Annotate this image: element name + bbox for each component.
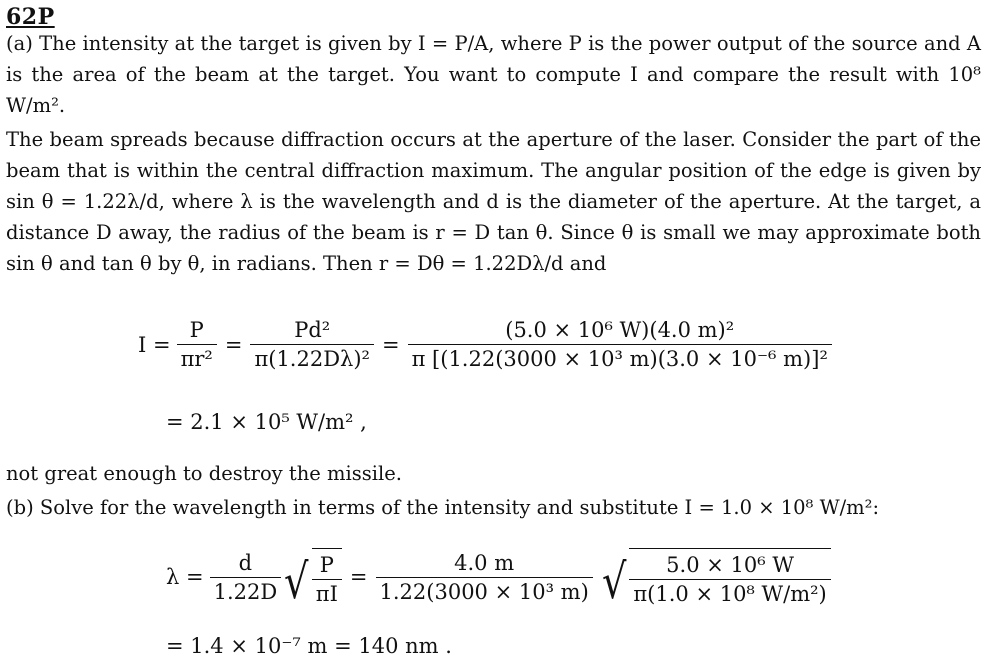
eq1-f1-num: P: [177, 318, 217, 345]
sqrt-icon: √: [284, 554, 309, 610]
part-a-intro: [6, 28, 981, 121]
eq2-s1-den: πI: [315, 582, 338, 606]
part-b-intro: [6, 492, 981, 523]
intensity-result: = 2.1 × 10⁵ W/m² ,: [166, 410, 367, 434]
part-b-label: (b): [6, 496, 34, 519]
eq2-f2-num: 4.0 m: [376, 551, 593, 578]
eq2-lhs: λ =: [166, 565, 204, 589]
eq2-fraction-1: [210, 551, 282, 604]
eq1-f1-den: πr²: [180, 347, 213, 371]
eq2-equals: =: [349, 565, 368, 589]
part-a-diffraction-text: The beam spreads because diffraction occurs at the aperture of the laser. Consider the part of the beam that is within the central diffraction maximum. The angular position of the edge is given by sin θ = 1.22λ/d, where λ is the wavelength and d is the diameter of the aperture. At the target, a distance D away, the radius of the beam is r = D tan θ. Since θ is small we may approximate both sin θ and tan θ by θ, in radians. Then r = Dθ = 1.22Dλ/d and: [6, 128, 981, 275]
part-a-conclusion: not great enough to destroy the missile.: [6, 462, 402, 485]
eq2-f2-den: 1.22(3000 × 10³ m): [379, 579, 589, 604]
eq1-fraction-1: [177, 318, 217, 371]
eq1-lhs: I =: [138, 332, 171, 357]
wavelength-equation: [166, 548, 831, 610]
eq2-sqrt-1: [281, 548, 342, 610]
eq2-sqrt2-fraction: [629, 553, 830, 606]
eq1-f3-den: π [(1.22(3000 × 10³ m)(3.0 × 10⁻⁶ m)]²: [411, 347, 828, 371]
eq1-f3-num: (5.0 × 10⁶ W)(4.0 m)²: [408, 318, 832, 345]
eq1-equals-1: =: [224, 332, 243, 357]
problem-heading: 62P: [6, 4, 55, 30]
eq1-f2-num: Pd²: [250, 318, 374, 345]
eq1-f2-den: π(1.22Dλ)²: [254, 347, 370, 371]
intensity-equation: [138, 318, 832, 371]
part-a-intro-text: The intensity at the target is given by I = P/A, where P is the power output of the source and A is the area of the beam at the target. You want to compute I and compare the result with 10⁸ W/m².: [6, 32, 981, 117]
eq1-equals-2: =: [381, 332, 400, 357]
eq1-fraction-3: [408, 318, 832, 371]
part-b-text: Solve for the wavelength in terms of the intensity and substitute I = 1.0 × 10⁸ W/m²:: [39, 496, 880, 519]
eq2-f1-den: 1.22D: [213, 579, 278, 604]
solution-page: [6, 2, 981, 667]
eq2-sqrt1-fraction: [312, 553, 342, 606]
eq2-s1-num: P: [312, 553, 342, 580]
eq2-s2-num: 5.0 × 10⁶ W: [629, 553, 830, 580]
eq2-f1-num: d: [210, 551, 282, 578]
eq2-fraction-2: [376, 551, 593, 604]
eq1-fraction-2: [250, 318, 374, 371]
eq2-sqrt-2: [599, 548, 831, 610]
eq2-s2-den: π(1.0 × 10⁸ W/m²): [633, 582, 827, 606]
sqrt-icon: √: [601, 554, 627, 610]
part-a-label: (a): [6, 32, 33, 55]
wavelength-result: = 1.4 × 10⁻⁷ m = 140 nm .: [166, 634, 452, 658]
